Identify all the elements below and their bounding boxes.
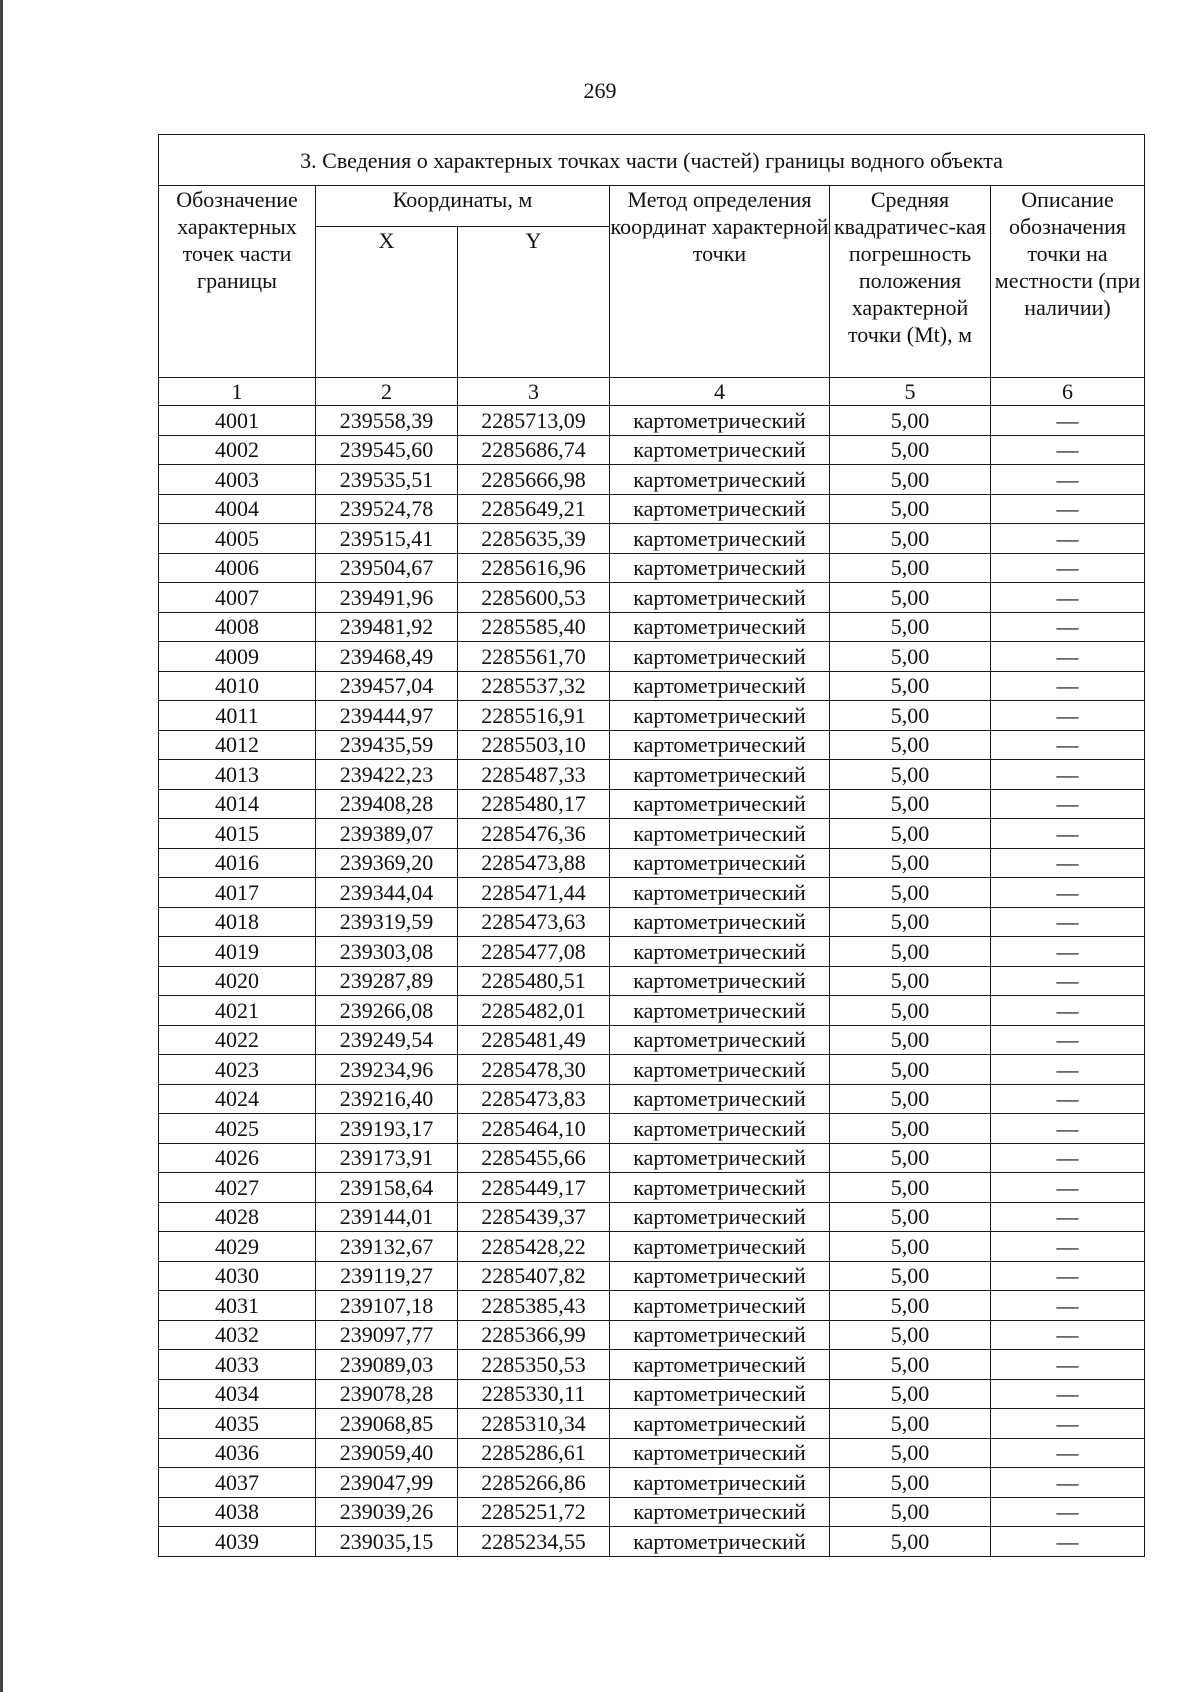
description-cell: — <box>991 937 1145 967</box>
y-coordinate-cell: 2285366,99 <box>458 1320 610 1350</box>
y-coordinate-cell: 2285600,53 <box>458 583 610 613</box>
x-coordinate-cell: 239089,03 <box>316 1350 458 1380</box>
error-cell: 5,00 <box>830 1320 991 1350</box>
table-row <box>159 671 1145 701</box>
table-row <box>159 1055 1145 1085</box>
y-coordinate-cell: 2285473,63 <box>458 907 610 937</box>
method-cell: картометрический <box>610 494 830 524</box>
point-id-cell: 4014 <box>159 789 316 819</box>
header-method: Метод определения координат характерной точки <box>610 186 830 378</box>
method-cell: картометрический <box>610 1261 830 1291</box>
method-cell: картометрический <box>610 789 830 819</box>
x-coordinate-cell: 239287,89 <box>316 966 458 996</box>
point-id-cell: 4037 <box>159 1468 316 1498</box>
description-cell: — <box>991 1114 1145 1144</box>
description-cell: — <box>991 1232 1145 1262</box>
error-cell: 5,00 <box>830 583 991 613</box>
error-cell: 5,00 <box>830 819 991 849</box>
method-cell: картометрический <box>610 465 830 495</box>
header-coordinates: Координаты, м <box>316 186 610 227</box>
point-id-cell: 4005 <box>159 524 316 554</box>
method-cell: картометрический <box>610 819 830 849</box>
y-coordinate-cell: 2285310,34 <box>458 1409 610 1439</box>
error-cell: 5,00 <box>830 1025 991 1055</box>
x-coordinate-cell: 239535,51 <box>316 465 458 495</box>
error-cell: 5,00 <box>830 465 991 495</box>
method-cell: картометрический <box>610 1055 830 1085</box>
x-coordinate-cell: 239444,97 <box>316 701 458 731</box>
y-coordinate-cell: 2285266,86 <box>458 1468 610 1498</box>
y-coordinate-cell: 2285439,37 <box>458 1202 610 1232</box>
method-cell: картометрический <box>610 1438 830 1468</box>
x-coordinate-cell: 239158,64 <box>316 1173 458 1203</box>
method-cell: картометрический <box>610 583 830 613</box>
table-row <box>159 1438 1145 1468</box>
description-cell: — <box>991 1379 1145 1409</box>
table-row <box>159 1350 1145 1380</box>
y-coordinate-cell: 2285449,17 <box>458 1173 610 1203</box>
table-row <box>159 789 1145 819</box>
y-coordinate-cell: 2285487,33 <box>458 760 610 790</box>
description-cell: — <box>991 819 1145 849</box>
y-coordinate-cell: 2285478,30 <box>458 1055 610 1085</box>
header-y: Y <box>458 227 610 378</box>
point-id-cell: 4019 <box>159 937 316 967</box>
x-coordinate-cell: 239039,26 <box>316 1497 458 1527</box>
table-row <box>159 996 1145 1026</box>
method-cell: картометрический <box>610 937 830 967</box>
error-cell: 5,00 <box>830 494 991 524</box>
description-cell: — <box>991 878 1145 908</box>
table-row <box>159 1497 1145 1527</box>
point-id-cell: 4030 <box>159 1261 316 1291</box>
y-coordinate-cell: 2285713,09 <box>458 406 610 436</box>
method-cell: картометрический <box>610 1084 830 1114</box>
point-id-cell: 4015 <box>159 819 316 849</box>
column-number: 5 <box>830 378 991 406</box>
description-cell: — <box>991 1350 1145 1380</box>
y-coordinate-cell: 2285585,40 <box>458 612 610 642</box>
x-coordinate-cell: 239266,08 <box>316 996 458 1026</box>
table-body <box>159 406 1145 1557</box>
table-row <box>159 848 1145 878</box>
description-cell: — <box>991 524 1145 554</box>
x-coordinate-cell: 239047,99 <box>316 1468 458 1498</box>
x-coordinate-cell: 239545,60 <box>316 435 458 465</box>
x-coordinate-cell: 239344,04 <box>316 878 458 908</box>
point-id-cell: 4025 <box>159 1114 316 1144</box>
description-cell: — <box>991 1527 1145 1557</box>
y-coordinate-cell: 2285516,91 <box>458 701 610 731</box>
error-cell: 5,00 <box>830 642 991 672</box>
method-cell: картометрический <box>610 1350 830 1380</box>
error-cell: 5,00 <box>830 1527 991 1557</box>
y-coordinate-cell: 2285616,96 <box>458 553 610 583</box>
description-cell: — <box>991 1497 1145 1527</box>
description-cell: — <box>991 1468 1145 1498</box>
point-id-cell: 4031 <box>159 1291 316 1321</box>
table-caption: 3. Сведения о характерных точках части (частей) границы водного объекта <box>159 135 1145 186</box>
description-cell: — <box>991 760 1145 790</box>
error-cell: 5,00 <box>830 730 991 760</box>
point-id-cell: 4026 <box>159 1143 316 1173</box>
error-cell: 5,00 <box>830 1232 991 1262</box>
x-coordinate-cell: 239193,17 <box>316 1114 458 1144</box>
error-cell: 5,00 <box>830 760 991 790</box>
error-cell: 5,00 <box>830 671 991 701</box>
y-coordinate-cell: 2285330,11 <box>458 1379 610 1409</box>
x-coordinate-cell: 239097,77 <box>316 1320 458 1350</box>
table-row <box>159 760 1145 790</box>
method-cell: картометрический <box>610 406 830 436</box>
description-cell: — <box>991 612 1145 642</box>
column-numbers-row <box>159 378 1145 406</box>
x-coordinate-cell: 239435,59 <box>316 730 458 760</box>
method-cell: картометрический <box>610 996 830 1026</box>
error-cell: 5,00 <box>830 1438 991 1468</box>
error-cell: 5,00 <box>830 1114 991 1144</box>
description-cell: — <box>991 1291 1145 1321</box>
method-cell: картометрический <box>610 642 830 672</box>
y-coordinate-cell: 2285473,83 <box>458 1084 610 1114</box>
y-coordinate-cell: 2285476,36 <box>458 819 610 849</box>
error-cell: 5,00 <box>830 789 991 819</box>
method-cell: картометрический <box>610 553 830 583</box>
y-coordinate-cell: 2285455,66 <box>458 1143 610 1173</box>
column-number: 3 <box>458 378 610 406</box>
error-cell: 5,00 <box>830 1497 991 1527</box>
boundary-points-table <box>158 134 1145 1557</box>
method-cell: картометрический <box>610 907 830 937</box>
table-row <box>159 937 1145 967</box>
point-id-cell: 4036 <box>159 1438 316 1468</box>
table-row <box>159 612 1145 642</box>
x-coordinate-cell: 239319,59 <box>316 907 458 937</box>
description-cell: — <box>991 583 1145 613</box>
point-id-cell: 4008 <box>159 612 316 642</box>
y-coordinate-cell: 2285464,10 <box>458 1114 610 1144</box>
table-row <box>159 907 1145 937</box>
y-coordinate-cell: 2285407,82 <box>458 1261 610 1291</box>
description-cell: — <box>991 1173 1145 1203</box>
error-cell: 5,00 <box>830 1409 991 1439</box>
error-cell: 5,00 <box>830 878 991 908</box>
point-id-cell: 4027 <box>159 1173 316 1203</box>
table-row <box>159 1143 1145 1173</box>
error-cell: 5,00 <box>830 1143 991 1173</box>
table-row <box>159 1084 1145 1114</box>
method-cell: картометрический <box>610 1232 830 1262</box>
point-id-cell: 4001 <box>159 406 316 436</box>
description-cell: — <box>991 701 1145 731</box>
y-coordinate-cell: 2285482,01 <box>458 996 610 1026</box>
table-row <box>159 583 1145 613</box>
x-coordinate-cell: 239389,07 <box>316 819 458 849</box>
column-number: 4 <box>610 378 830 406</box>
point-id-cell: 4024 <box>159 1084 316 1114</box>
table-row <box>159 494 1145 524</box>
table-row <box>159 465 1145 495</box>
column-number: 6 <box>991 378 1145 406</box>
y-coordinate-cell: 2285251,72 <box>458 1497 610 1527</box>
y-coordinate-cell: 2285428,22 <box>458 1232 610 1262</box>
point-id-cell: 4028 <box>159 1202 316 1232</box>
x-coordinate-cell: 239491,96 <box>316 583 458 613</box>
y-coordinate-cell: 2285481,49 <box>458 1025 610 1055</box>
method-cell: картометрический <box>610 701 830 731</box>
y-coordinate-cell: 2285480,51 <box>458 966 610 996</box>
x-coordinate-cell: 239422,23 <box>316 760 458 790</box>
method-cell: картометрический <box>610 524 830 554</box>
error-cell: 5,00 <box>830 1261 991 1291</box>
x-coordinate-cell: 239119,27 <box>316 1261 458 1291</box>
point-id-cell: 4016 <box>159 848 316 878</box>
method-cell: картометрический <box>610 1320 830 1350</box>
description-cell: — <box>991 1055 1145 1085</box>
y-coordinate-cell: 2285480,17 <box>458 789 610 819</box>
point-id-cell: 4033 <box>159 1350 316 1380</box>
description-cell: — <box>991 1202 1145 1232</box>
table-row <box>159 553 1145 583</box>
table-row <box>159 435 1145 465</box>
x-coordinate-cell: 239216,40 <box>316 1084 458 1114</box>
description-cell: — <box>991 406 1145 436</box>
table-row <box>159 819 1145 849</box>
x-coordinate-cell: 239408,28 <box>316 789 458 819</box>
method-cell: картометрический <box>610 730 830 760</box>
header-designation: Обозначение характерных точек части границы <box>159 186 316 378</box>
error-cell: 5,00 <box>830 406 991 436</box>
method-cell: картометрический <box>610 1468 830 1498</box>
description-cell: — <box>991 1261 1145 1291</box>
table-row <box>159 406 1145 436</box>
point-id-cell: 4032 <box>159 1320 316 1350</box>
description-cell: — <box>991 907 1145 937</box>
x-coordinate-cell: 239249,54 <box>316 1025 458 1055</box>
error-cell: 5,00 <box>830 1350 991 1380</box>
x-coordinate-cell: 239558,39 <box>316 406 458 436</box>
table-row <box>159 1468 1145 1498</box>
description-cell: — <box>991 1025 1145 1055</box>
method-cell: картометрический <box>610 848 830 878</box>
method-cell: картометрический <box>610 1497 830 1527</box>
description-cell: — <box>991 1409 1145 1439</box>
point-id-cell: 4023 <box>159 1055 316 1085</box>
table-row <box>159 1232 1145 1262</box>
error-cell: 5,00 <box>830 1202 991 1232</box>
point-id-cell: 4029 <box>159 1232 316 1262</box>
x-coordinate-cell: 239132,67 <box>316 1232 458 1262</box>
point-id-cell: 4013 <box>159 760 316 790</box>
description-cell: — <box>991 1320 1145 1350</box>
description-cell: — <box>991 1084 1145 1114</box>
error-cell: 5,00 <box>830 966 991 996</box>
table-row <box>159 701 1145 731</box>
point-id-cell: 4007 <box>159 583 316 613</box>
table-row <box>159 1114 1145 1144</box>
error-cell: 5,00 <box>830 612 991 642</box>
method-cell: картометрический <box>610 1291 830 1321</box>
point-id-cell: 4010 <box>159 671 316 701</box>
point-id-cell: 4002 <box>159 435 316 465</box>
description-cell: — <box>991 435 1145 465</box>
error-cell: 5,00 <box>830 1379 991 1409</box>
x-coordinate-cell: 239481,92 <box>316 612 458 642</box>
y-coordinate-cell: 2285561,70 <box>458 642 610 672</box>
table-row <box>159 524 1145 554</box>
error-cell: 5,00 <box>830 1173 991 1203</box>
description-cell: — <box>991 671 1145 701</box>
table-row <box>159 1202 1145 1232</box>
method-cell: картометрический <box>610 1173 830 1203</box>
method-cell: картометрический <box>610 878 830 908</box>
error-cell: 5,00 <box>830 1291 991 1321</box>
x-coordinate-cell: 239059,40 <box>316 1438 458 1468</box>
x-coordinate-cell: 239144,01 <box>316 1202 458 1232</box>
method-cell: картометрический <box>610 435 830 465</box>
x-coordinate-cell: 239457,04 <box>316 671 458 701</box>
y-coordinate-cell: 2285471,44 <box>458 878 610 908</box>
description-cell: — <box>991 848 1145 878</box>
x-coordinate-cell: 239068,85 <box>316 1409 458 1439</box>
table-row <box>159 1320 1145 1350</box>
column-number: 2 <box>316 378 458 406</box>
x-coordinate-cell: 239035,15 <box>316 1527 458 1557</box>
x-coordinate-cell: 239234,96 <box>316 1055 458 1085</box>
table-row <box>159 730 1145 760</box>
page-number: 269 <box>583 78 617 103</box>
description-cell: — <box>991 465 1145 495</box>
table-row <box>159 1379 1145 1409</box>
y-coordinate-cell: 2285286,61 <box>458 1438 610 1468</box>
error-cell: 5,00 <box>830 907 991 937</box>
y-coordinate-cell: 2285537,32 <box>458 671 610 701</box>
error-cell: 5,00 <box>830 1468 991 1498</box>
x-coordinate-cell: 239504,67 <box>316 553 458 583</box>
x-coordinate-cell: 239369,20 <box>316 848 458 878</box>
header-description: Описание обозначения точки на местности (при наличии) <box>991 186 1145 378</box>
point-id-cell: 4012 <box>159 730 316 760</box>
description-cell: — <box>991 553 1145 583</box>
table-row <box>159 1025 1145 1055</box>
y-coordinate-cell: 2285477,08 <box>458 937 610 967</box>
header-x: X <box>316 227 458 378</box>
table-row <box>159 1291 1145 1321</box>
error-cell: 5,00 <box>830 937 991 967</box>
method-cell: картометрический <box>610 760 830 790</box>
description-cell: — <box>991 996 1145 1026</box>
point-id-cell: 4034 <box>159 1379 316 1409</box>
method-cell: картометрический <box>610 966 830 996</box>
method-cell: картометрический <box>610 671 830 701</box>
table-row <box>159 878 1145 908</box>
column-number: 1 <box>159 378 316 406</box>
method-cell: картометрический <box>610 1202 830 1232</box>
y-coordinate-cell: 2285350,53 <box>458 1350 610 1380</box>
description-cell: — <box>991 966 1145 996</box>
y-coordinate-cell: 2285473,88 <box>458 848 610 878</box>
table-row <box>159 1527 1145 1557</box>
method-cell: картометрический <box>610 612 830 642</box>
point-id-cell: 4038 <box>159 1497 316 1527</box>
description-cell: — <box>991 730 1145 760</box>
x-coordinate-cell: 239173,91 <box>316 1143 458 1173</box>
error-cell: 5,00 <box>830 553 991 583</box>
error-cell: 5,00 <box>830 996 991 1026</box>
point-id-cell: 4004 <box>159 494 316 524</box>
table-row <box>159 1261 1145 1291</box>
point-id-cell: 4035 <box>159 1409 316 1439</box>
y-coordinate-cell: 2285649,21 <box>458 494 610 524</box>
y-coordinate-cell: 2285666,98 <box>458 465 610 495</box>
x-coordinate-cell: 239468,49 <box>316 642 458 672</box>
error-cell: 5,00 <box>830 1084 991 1114</box>
description-cell: — <box>991 1143 1145 1173</box>
error-cell: 5,00 <box>830 701 991 731</box>
x-coordinate-cell: 239515,41 <box>316 524 458 554</box>
y-coordinate-cell: 2285635,39 <box>458 524 610 554</box>
point-id-cell: 4017 <box>159 878 316 908</box>
method-cell: картометрический <box>610 1114 830 1144</box>
table-row <box>159 1173 1145 1203</box>
error-cell: 5,00 <box>830 524 991 554</box>
table-row <box>159 1409 1145 1439</box>
point-id-cell: 4022 <box>159 1025 316 1055</box>
table-row <box>159 966 1145 996</box>
method-cell: картометрический <box>610 1527 830 1557</box>
method-cell: картометрический <box>610 1379 830 1409</box>
method-cell: картометрический <box>610 1409 830 1439</box>
point-id-cell: 4003 <box>159 465 316 495</box>
error-cell: 5,00 <box>830 435 991 465</box>
point-id-cell: 4021 <box>159 996 316 1026</box>
y-coordinate-cell: 2285385,43 <box>458 1291 610 1321</box>
y-coordinate-cell: 2285686,74 <box>458 435 610 465</box>
description-cell: — <box>991 642 1145 672</box>
x-coordinate-cell: 239107,18 <box>316 1291 458 1321</box>
point-id-cell: 4011 <box>159 701 316 731</box>
description-cell: — <box>991 1438 1145 1468</box>
point-id-cell: 4009 <box>159 642 316 672</box>
description-cell: — <box>991 494 1145 524</box>
point-id-cell: 4020 <box>159 966 316 996</box>
scan-left-edge <box>0 0 3 1692</box>
method-cell: картометрический <box>610 1025 830 1055</box>
error-cell: 5,00 <box>830 848 991 878</box>
point-id-cell: 4006 <box>159 553 316 583</box>
error-cell: 5,00 <box>830 1055 991 1085</box>
x-coordinate-cell: 239303,08 <box>316 937 458 967</box>
point-id-cell: 4039 <box>159 1527 316 1557</box>
x-coordinate-cell: 239078,28 <box>316 1379 458 1409</box>
table-row <box>159 642 1145 672</box>
y-coordinate-cell: 2285234,55 <box>458 1527 610 1557</box>
x-coordinate-cell: 239524,78 <box>316 494 458 524</box>
method-cell: картометрический <box>610 1143 830 1173</box>
header-error: Средняя квадратичес-кая погрешность положения характерной точки (Mt), м <box>830 186 991 378</box>
description-cell: — <box>991 789 1145 819</box>
y-coordinate-cell: 2285503,10 <box>458 730 610 760</box>
point-id-cell: 4018 <box>159 907 316 937</box>
